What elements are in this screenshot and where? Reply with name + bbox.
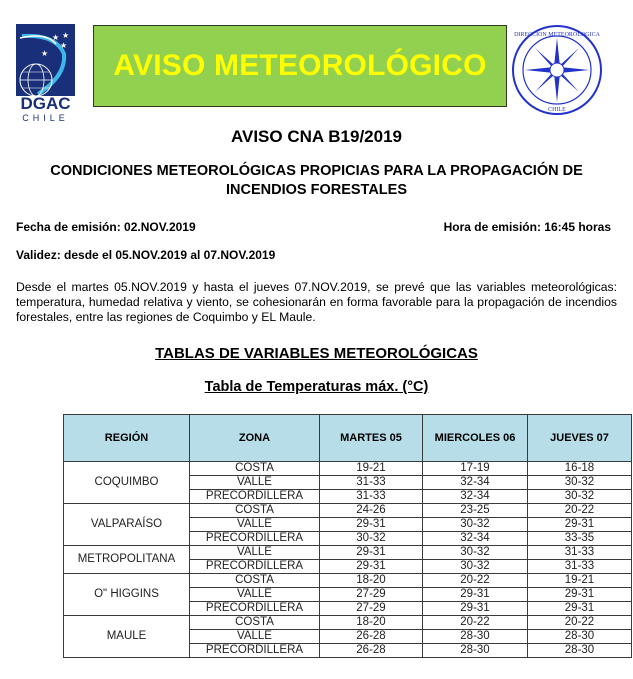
zona-cell: PRECORDILLERA [190, 644, 320, 658]
compass-rose-icon [511, 24, 603, 116]
issue-time: Hora de emisión: 16:45 horas [443, 220, 611, 234]
temperature-cell: 18-20 [320, 616, 423, 630]
temperature-cell: 28-30 [423, 644, 528, 658]
table-row [64, 574, 632, 588]
dgac-logo-subtext: CHILE [22, 113, 69, 123]
zona-cell: COSTA [190, 504, 320, 518]
validity-period: Validez: desde el 05.NOV.2019 al 07.NOV.2019 [16, 248, 276, 262]
table-row [64, 546, 632, 560]
zona-cell: PRECORDILLERA [190, 490, 320, 504]
temperature-cell: 32-34 [423, 476, 528, 490]
table-title: Tabla de Temperaturas máx. (°C) [204, 379, 429, 395]
temperature-cell: 29-31 [320, 546, 423, 560]
temperature-cell: 30-32 [528, 476, 632, 490]
zona-cell: VALLE [190, 476, 320, 490]
temperature-cell: 27-29 [320, 602, 423, 616]
zona-cell: VALLE [190, 546, 320, 560]
temperature-cell: 16-18 [528, 462, 632, 476]
zona-cell: VALLE [190, 588, 320, 602]
temperature-cell: 20-22 [423, 616, 528, 630]
svg-text:★: ★ [60, 41, 68, 50]
issue-date: Fecha de emisión: 02.NOV.2019 [16, 220, 196, 234]
temperature-cell: 17-19 [423, 462, 528, 476]
temperature-cell: 30-32 [423, 546, 528, 560]
temperature-cell: 18-20 [320, 574, 423, 588]
zona-cell: PRECORDILLERA [190, 532, 320, 546]
tables-heading: TABLAS DE VARIABLES METEOROLÓGICAS [155, 345, 478, 362]
table-row [64, 616, 632, 630]
temperature-cell: 28-30 [423, 630, 528, 644]
temperature-cell: 29-31 [320, 518, 423, 532]
title-banner [93, 25, 507, 107]
dgac-logo [16, 24, 75, 124]
temperature-cell: 29-31 [528, 602, 632, 616]
svg-text:CHILE: CHILE [548, 107, 566, 113]
temperature-cell: 28-30 [528, 644, 632, 658]
temperature-cell: 19-21 [320, 462, 423, 476]
temperature-cell: 31-33 [528, 546, 632, 560]
temperature-cell: 33-35 [528, 532, 632, 546]
temperature-cell: 31-33 [320, 490, 423, 504]
table-header-row [64, 415, 632, 462]
header-martes: MARTES 05 [320, 415, 423, 462]
banner-title: AVISO METEOROLÓGICO [113, 49, 487, 82]
temperature-cell: 28-30 [528, 630, 632, 644]
document-subtitle [0, 162, 633, 200]
temperature-cell: 24-26 [320, 504, 423, 518]
header-region: REGIÓN [64, 415, 190, 462]
temperature-cell: 26-28 [320, 644, 423, 658]
table-row [64, 462, 632, 476]
temperature-cell: 30-32 [528, 490, 632, 504]
temperature-cell: 31-33 [320, 476, 423, 490]
temperature-cell: 26-28 [320, 630, 423, 644]
temperature-cell: 29-31 [528, 518, 632, 532]
temperature-cell: 31-33 [528, 560, 632, 574]
temperature-cell: 20-22 [528, 616, 632, 630]
header-jueves: JUEVES 07 [528, 415, 632, 462]
document-id: AVISO CNA B19/2019 [230, 127, 402, 146]
temperature-cell: 30-32 [320, 532, 423, 546]
zona-cell: COSTA [190, 616, 320, 630]
header-miercoles: MIERCOLES 06 [423, 415, 528, 462]
temperature-cell: 29-31 [423, 602, 528, 616]
zona-cell: COSTA [190, 462, 320, 476]
temperature-cell: 30-32 [423, 560, 528, 574]
temperature-cell: 20-22 [423, 574, 528, 588]
dgac-logo-text: DGAC [20, 94, 71, 113]
forecast-paragraph: Desde el martes 05.NOV.2019 y hasta el jueves 07.NOV.2019, se prevé que las variables meteorológicas: temperatura, humedad relativa y viento, se cohesionarán en forma favorable para la propagación de incendios forestales, entre las regiones de Coquimbo y EL Maule. [16, 280, 617, 324]
temperature-cell: 29-31 [320, 560, 423, 574]
table-row [64, 504, 632, 518]
subtitle-line-2: INCENDIOS FORESTALES [226, 182, 407, 198]
temperature-table [63, 414, 632, 658]
temperature-cell: 32-34 [423, 490, 528, 504]
temperature-cell: 23-25 [423, 504, 528, 518]
zona-cell: COSTA [190, 574, 320, 588]
zona-cell: PRECORDILLERA [190, 560, 320, 574]
region-cell: METROPOLITANA [64, 546, 190, 574]
temperature-cell: 30-32 [423, 518, 528, 532]
svg-text:DIRECCION METEOROLOGICA: DIRECCION METEOROLOGICA [514, 32, 600, 38]
temperature-cell: 20-22 [528, 504, 632, 518]
zona-cell: VALLE [190, 518, 320, 532]
table-body [64, 462, 632, 658]
header-zona: ZONA [190, 415, 320, 462]
zona-cell: PRECORDILLERA [190, 602, 320, 616]
region-cell: MAULE [64, 616, 190, 658]
svg-text:★: ★ [52, 33, 60, 42]
region-cell: O" HIGGINS [64, 574, 190, 616]
temperature-cell: 32-34 [423, 532, 528, 546]
region-cell: COQUIMBO [64, 462, 190, 504]
dmc-logo [511, 24, 603, 116]
temperature-cell: 29-31 [423, 588, 528, 602]
temperature-cell: 27-29 [320, 588, 423, 602]
temperature-cell: 19-21 [528, 574, 632, 588]
temperature-cell: 29-31 [528, 588, 632, 602]
svg-text:★: ★ [41, 49, 49, 58]
region-cell: VALPARAÍSO [64, 504, 190, 546]
svg-text:★: ★ [62, 31, 70, 40]
subtitle-line-1: CONDICIONES METEOROLÓGICAS PROPICIAS PARA LA PROPAGACIÓN DE [50, 163, 583, 179]
zona-cell: VALLE [190, 630, 320, 644]
